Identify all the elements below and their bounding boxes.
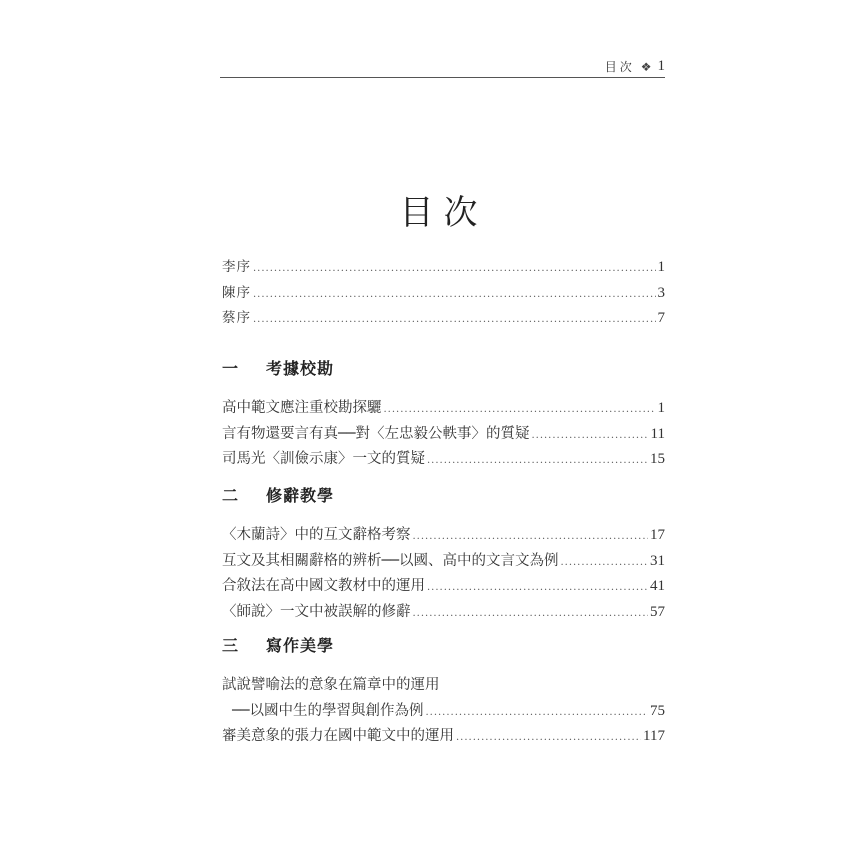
dot-leader [427,455,648,466]
dot-leader [253,314,656,325]
dot-leader [427,582,648,593]
toc-entry-preface-chen[interactable] [222,281,665,307]
toc-entry[interactable] [222,549,665,575]
dot-leader [413,608,649,619]
dot-leader [253,263,656,274]
toc-entry-preface-cai[interactable] [222,306,665,332]
toc-entry-title-line[interactable] [222,673,665,699]
section-3 [222,632,665,750]
entry-label: 〈師說〉一文中被誤解的修辭 [222,603,411,620]
entry-label: 言有物還要言有真──對〈左忠毅公軼事〉的質疑 [222,425,530,442]
toc-entry[interactable] [222,396,665,422]
dot-leader [425,707,648,718]
toc-entry[interactable] [222,447,665,473]
toc-page [222,0,665,850]
entry-label: 互文及其相關辭格的辨析──以國、高中的文言文為例 [222,552,559,569]
entry-page-number: 3 [657,284,665,301]
section-number: 一 [222,358,239,378]
toc-entry[interactable] [222,699,665,725]
section-heading [222,632,665,656]
preface-list [222,255,665,332]
entry-page-number: 11 [650,425,665,442]
dot-leader [531,430,648,441]
toc-entry[interactable] [222,600,665,626]
entry-page-number: 1 [657,400,665,416]
dot-leader [456,732,641,743]
dot-leader [253,289,656,300]
section-title: 寫作美學 [266,635,335,655]
toc-entry[interactable] [222,724,665,750]
running-head-title: 目次 [604,60,635,74]
section-2 [222,482,665,625]
dot-leader [384,404,656,415]
page-title: 目次 [399,192,488,233]
entry-subtitle: ──以國中生的學習與創作為例 [232,702,424,719]
section-title: 修辭教學 [266,485,335,505]
entry-label: 陳序 [222,284,251,301]
toc-entry[interactable] [222,422,665,448]
entry-label: 合敘法在高中國文教材中的運用 [222,578,425,594]
section-number: 三 [222,635,239,655]
running-head-page-number: 1 [657,58,665,74]
section-heading [222,482,665,506]
entry-label: 試說譬喻法的意象在篇章中的運用 [222,677,440,693]
entry-page-number: 75 [650,702,665,719]
entry-label: 高中範文應注重校勘探驪 [222,400,382,416]
entry-page-number: 7 [657,310,665,326]
dot-leader [560,557,648,568]
entry-page-number: 15 [650,451,665,467]
entry-page-number: 17 [650,527,665,543]
entry-label: 司馬光〈訓儉示康〉一文的質疑 [222,451,425,467]
toc-entry-preface-li[interactable] [222,255,665,281]
dot-leader [413,531,649,542]
section-number: 二 [222,485,239,505]
toc-entry[interactable] [222,574,665,600]
section-1 [222,355,665,473]
running-head [605,58,665,75]
entry-page-number: 57 [650,603,665,620]
entry-label: 李序 [222,259,251,275]
entry-page-number: 31 [650,552,665,569]
entry-label: 審美意象的張力在國中範文中的運用 [222,728,454,744]
header-rule [220,77,665,78]
entry-page-number: 41 [650,578,665,594]
section-title: 考據校勘 [266,358,335,378]
ornament-icon: ❖ [640,59,652,74]
entry-label: 〈木蘭詩〉中的互文辭格考察 [222,527,411,543]
toc-entry[interactable] [222,523,665,549]
section-heading [222,355,665,379]
entry-page-number: 1 [657,259,665,275]
entry-page-number: 117 [643,728,665,744]
entry-label: 蔡序 [222,310,251,326]
